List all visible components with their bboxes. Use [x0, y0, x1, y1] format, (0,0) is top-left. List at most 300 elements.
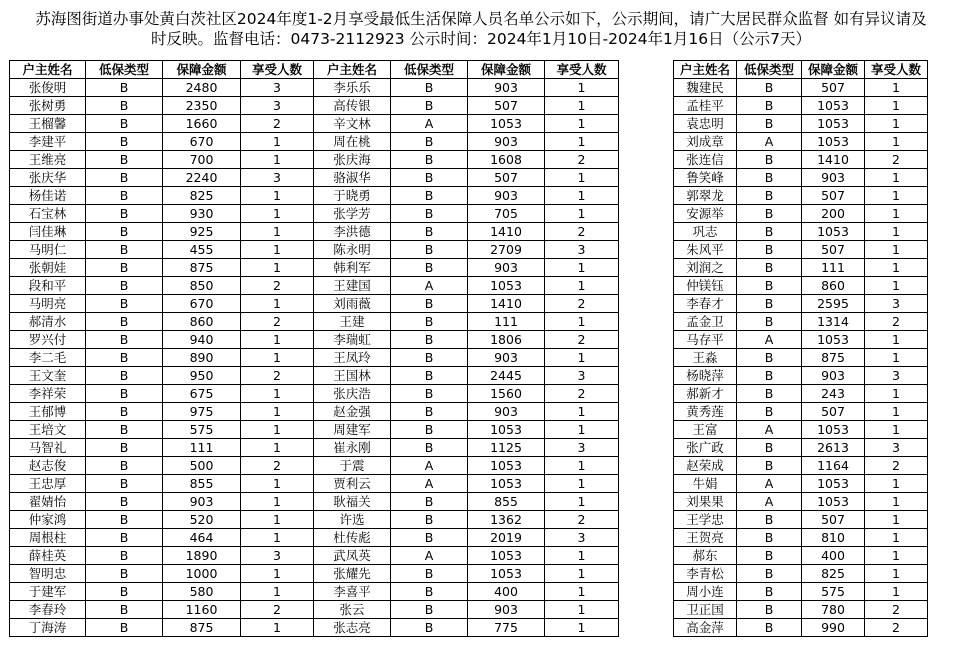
- table-cell[interactable]: 1: [545, 349, 619, 367]
- table-cell[interactable]: 455: [163, 241, 241, 259]
- table-cell[interactable]: 1560: [468, 385, 545, 403]
- table-cell[interactable]: 张广政: [674, 439, 737, 457]
- table-cell[interactable]: 贾利云: [314, 475, 391, 493]
- table-cell[interactable]: 王建国: [314, 277, 391, 295]
- table-cell[interactable]: 杜传彪: [314, 529, 391, 547]
- table-cell[interactable]: 400: [468, 583, 545, 601]
- table-cell[interactable]: 赵志俊: [10, 457, 86, 475]
- table-cell[interactable]: B: [737, 277, 802, 295]
- table-cell[interactable]: 武凤英: [314, 547, 391, 565]
- table-cell[interactable]: B: [391, 601, 468, 619]
- table-cell[interactable]: B: [86, 457, 163, 475]
- table-cell[interactable]: 1: [865, 475, 928, 493]
- table-cell[interactable]: 1: [241, 583, 314, 601]
- table-cell[interactable]: 111: [802, 259, 865, 277]
- table-cell[interactable]: 1: [241, 439, 314, 457]
- table-cell[interactable]: 王维亮: [10, 151, 86, 169]
- table-cell[interactable]: B: [86, 367, 163, 385]
- table-cell[interactable]: 王凤玲: [314, 349, 391, 367]
- table-cell[interactable]: B: [86, 151, 163, 169]
- table-cell[interactable]: 507: [468, 169, 545, 187]
- table-cell[interactable]: 860: [163, 313, 241, 331]
- table-cell[interactable]: 巩志: [674, 223, 737, 241]
- table-cell[interactable]: 石宝林: [10, 205, 86, 223]
- table-cell[interactable]: 925: [163, 223, 241, 241]
- table-cell[interactable]: 507: [802, 79, 865, 97]
- table-cell[interactable]: 1: [545, 493, 619, 511]
- table-cell[interactable]: 2: [241, 457, 314, 475]
- table-cell[interactable]: 1: [865, 511, 928, 529]
- table-cell[interactable]: 1: [865, 277, 928, 295]
- table-cell[interactable]: 3: [865, 367, 928, 385]
- table-cell[interactable]: 930: [163, 205, 241, 223]
- table-cell[interactable]: 许选: [314, 511, 391, 529]
- table-cell[interactable]: 崔永刚: [314, 439, 391, 457]
- table-cell[interactable]: 507: [802, 187, 865, 205]
- table-cell[interactable]: 于震: [314, 457, 391, 475]
- table-cell[interactable]: B: [86, 187, 163, 205]
- table-cell[interactable]: 1053: [468, 457, 545, 475]
- table-cell[interactable]: B: [391, 205, 468, 223]
- table-cell[interactable]: 111: [163, 439, 241, 457]
- table-cell[interactable]: 3: [865, 439, 928, 457]
- table-cell[interactable]: 1: [545, 457, 619, 475]
- table-cell[interactable]: 1160: [163, 601, 241, 619]
- table-cell[interactable]: 520: [163, 511, 241, 529]
- table-cell[interactable]: 950: [163, 367, 241, 385]
- table-cell[interactable]: 860: [802, 277, 865, 295]
- table-cell[interactable]: B: [737, 511, 802, 529]
- table-cell[interactable]: 翟婧怡: [10, 493, 86, 511]
- table-cell[interactable]: 2: [545, 295, 619, 313]
- table-cell[interactable]: 825: [163, 187, 241, 205]
- table-cell[interactable]: 1053: [802, 331, 865, 349]
- table-cell[interactable]: 1: [865, 241, 928, 259]
- table-cell[interactable]: 903: [468, 403, 545, 421]
- table-cell[interactable]: 马智礼: [10, 439, 86, 457]
- table-cell[interactable]: A: [737, 421, 802, 439]
- table-cell[interactable]: 2480: [163, 79, 241, 97]
- table-cell[interactable]: 1164: [802, 457, 865, 475]
- table-cell[interactable]: 马明仁: [10, 241, 86, 259]
- table-cell[interactable]: B: [391, 511, 468, 529]
- table-cell[interactable]: 高金萍: [674, 619, 737, 637]
- table-cell[interactable]: 1: [545, 79, 619, 97]
- table-cell[interactable]: 1: [241, 493, 314, 511]
- table-cell[interactable]: B: [737, 151, 802, 169]
- table-cell[interactable]: 1: [865, 205, 928, 223]
- table-cell[interactable]: 安源举: [674, 205, 737, 223]
- table-cell[interactable]: 675: [163, 385, 241, 403]
- table-cell[interactable]: B: [86, 511, 163, 529]
- table-cell[interactable]: 2445: [468, 367, 545, 385]
- table-cell[interactable]: B: [391, 97, 468, 115]
- table-cell[interactable]: 1: [241, 151, 314, 169]
- table-cell[interactable]: 1: [865, 259, 928, 277]
- table-cell[interactable]: 孟金卫: [674, 313, 737, 331]
- table-cell[interactable]: 郝东: [674, 547, 737, 565]
- table-cell[interactable]: B: [391, 259, 468, 277]
- table-cell[interactable]: 杨佳诺: [10, 187, 86, 205]
- table-cell[interactable]: 1053: [802, 115, 865, 133]
- table-cell[interactable]: 507: [468, 97, 545, 115]
- table-cell[interactable]: 580: [163, 583, 241, 601]
- table-cell[interactable]: 1: [241, 619, 314, 637]
- table-cell[interactable]: 李青松: [674, 565, 737, 583]
- table-cell[interactable]: 780: [802, 601, 865, 619]
- table-cell[interactable]: B: [737, 385, 802, 403]
- table-cell[interactable]: B: [86, 439, 163, 457]
- table-cell[interactable]: 马存平: [674, 331, 737, 349]
- table-cell[interactable]: 张俊明: [10, 79, 86, 97]
- table-cell[interactable]: 903: [802, 169, 865, 187]
- table-cell[interactable]: 郝清水: [10, 313, 86, 331]
- table-cell[interactable]: 1053: [802, 97, 865, 115]
- table-cell[interactable]: 于建军: [10, 583, 86, 601]
- table-cell[interactable]: 875: [163, 259, 241, 277]
- table-cell[interactable]: 魏建民: [674, 79, 737, 97]
- table-cell[interactable]: 903: [468, 187, 545, 205]
- table-cell[interactable]: 牛娟: [674, 475, 737, 493]
- table-cell[interactable]: 1: [545, 277, 619, 295]
- table-cell[interactable]: 骆淑华: [314, 169, 391, 187]
- table-cell[interactable]: 940: [163, 331, 241, 349]
- table-cell[interactable]: 1000: [163, 565, 241, 583]
- table-cell[interactable]: 2: [241, 277, 314, 295]
- table-cell[interactable]: B: [391, 349, 468, 367]
- table-cell[interactable]: B: [391, 187, 468, 205]
- table-cell[interactable]: 1: [241, 403, 314, 421]
- table-cell[interactable]: 507: [802, 511, 865, 529]
- table-cell[interactable]: A: [737, 133, 802, 151]
- table-cell[interactable]: B: [737, 295, 802, 313]
- table-cell[interactable]: B: [737, 97, 802, 115]
- table-cell[interactable]: 903: [468, 79, 545, 97]
- table-cell[interactable]: B: [86, 241, 163, 259]
- table-cell[interactable]: 1: [865, 385, 928, 403]
- table-cell[interactable]: B: [391, 493, 468, 511]
- table-cell[interactable]: 1: [545, 403, 619, 421]
- table-cell[interactable]: 1: [545, 421, 619, 439]
- table-cell[interactable]: B: [86, 493, 163, 511]
- table-cell[interactable]: 2: [241, 601, 314, 619]
- table-cell[interactable]: 李瑞虹: [314, 331, 391, 349]
- table-cell[interactable]: 1053: [468, 475, 545, 493]
- table-cell[interactable]: 王富: [674, 421, 737, 439]
- table-cell[interactable]: 1053: [802, 421, 865, 439]
- table-cell[interactable]: B: [391, 79, 468, 97]
- table-cell[interactable]: B: [86, 385, 163, 403]
- table-cell[interactable]: B: [737, 259, 802, 277]
- table-cell[interactable]: B: [86, 115, 163, 133]
- table-cell[interactable]: 1: [241, 529, 314, 547]
- table-cell[interactable]: 1: [545, 133, 619, 151]
- table-cell[interactable]: 1: [865, 583, 928, 601]
- table-cell[interactable]: 1: [545, 601, 619, 619]
- table-cell[interactable]: 1: [241, 349, 314, 367]
- table-cell[interactable]: 陈永明: [314, 241, 391, 259]
- table-cell[interactable]: 辛文林: [314, 115, 391, 133]
- table-cell[interactable]: B: [86, 97, 163, 115]
- table-cell[interactable]: 2: [545, 511, 619, 529]
- table-cell[interactable]: 1: [241, 421, 314, 439]
- table-cell[interactable]: B: [86, 205, 163, 223]
- table-cell[interactable]: A: [737, 475, 802, 493]
- table-cell[interactable]: 1: [241, 511, 314, 529]
- table-cell[interactable]: 张树勇: [10, 97, 86, 115]
- table-cell[interactable]: 张庆华: [10, 169, 86, 187]
- table-cell[interactable]: 111: [468, 313, 545, 331]
- table-cell[interactable]: 2709: [468, 241, 545, 259]
- table-cell[interactable]: 张连信: [674, 151, 737, 169]
- table-cell[interactable]: 王淼: [674, 349, 737, 367]
- table-cell[interactable]: 1: [865, 529, 928, 547]
- table-cell[interactable]: B: [737, 349, 802, 367]
- table-cell[interactable]: 990: [802, 619, 865, 637]
- table-cell[interactable]: 3: [545, 367, 619, 385]
- table-cell[interactable]: B: [86, 331, 163, 349]
- table-cell[interactable]: B: [86, 313, 163, 331]
- table-cell[interactable]: 罗兴付: [10, 331, 86, 349]
- table-cell[interactable]: 马明亮: [10, 295, 86, 313]
- table-cell[interactable]: 赵金强: [314, 403, 391, 421]
- table-cell[interactable]: 1: [545, 187, 619, 205]
- table-cell[interactable]: 周小连: [674, 583, 737, 601]
- table-cell[interactable]: 郭翠龙: [674, 187, 737, 205]
- table-cell[interactable]: 李乐乐: [314, 79, 391, 97]
- table-cell[interactable]: B: [737, 403, 802, 421]
- table-cell[interactable]: 耿福关: [314, 493, 391, 511]
- table-cell[interactable]: 张志亮: [314, 619, 391, 637]
- table-cell[interactable]: 1: [545, 205, 619, 223]
- table-cell[interactable]: 2019: [468, 529, 545, 547]
- table-cell[interactable]: 王学忠: [674, 511, 737, 529]
- table-cell[interactable]: A: [391, 115, 468, 133]
- table-cell[interactable]: B: [391, 529, 468, 547]
- table-cell[interactable]: 400: [802, 547, 865, 565]
- table-cell[interactable]: 3: [241, 547, 314, 565]
- table-cell[interactable]: 243: [802, 385, 865, 403]
- table-cell[interactable]: 3: [545, 241, 619, 259]
- table-cell[interactable]: B: [737, 241, 802, 259]
- table-cell[interactable]: 2: [241, 367, 314, 385]
- table-cell[interactable]: 王榴馨: [10, 115, 86, 133]
- table-cell[interactable]: 1053: [802, 493, 865, 511]
- table-cell[interactable]: 825: [802, 565, 865, 583]
- table-cell[interactable]: 李春才: [674, 295, 737, 313]
- table-cell[interactable]: 1: [865, 493, 928, 511]
- table-cell[interactable]: 1: [241, 295, 314, 313]
- table-cell[interactable]: 朱风平: [674, 241, 737, 259]
- table-cell[interactable]: A: [391, 277, 468, 295]
- table-cell[interactable]: 1314: [802, 313, 865, 331]
- table-cell[interactable]: B: [737, 205, 802, 223]
- table-cell[interactable]: 700: [163, 151, 241, 169]
- table-cell[interactable]: B: [391, 403, 468, 421]
- table-cell[interactable]: 赵荣成: [674, 457, 737, 475]
- table-cell[interactable]: 855: [468, 493, 545, 511]
- table-cell[interactable]: 1: [545, 565, 619, 583]
- table-cell[interactable]: B: [737, 367, 802, 385]
- table-cell[interactable]: 刘果果: [674, 493, 737, 511]
- table-cell[interactable]: 王忠厚: [10, 475, 86, 493]
- table-cell[interactable]: 1410: [468, 223, 545, 241]
- table-cell[interactable]: 1608: [468, 151, 545, 169]
- table-cell[interactable]: B: [86, 169, 163, 187]
- table-cell[interactable]: 903: [163, 493, 241, 511]
- table-cell[interactable]: 1: [865, 349, 928, 367]
- table-cell[interactable]: 670: [163, 133, 241, 151]
- table-cell[interactable]: 李喜平: [314, 583, 391, 601]
- table-cell[interactable]: 3: [241, 79, 314, 97]
- table-cell[interactable]: B: [737, 457, 802, 475]
- table-cell[interactable]: B: [86, 565, 163, 583]
- table-cell[interactable]: 1: [545, 583, 619, 601]
- table-cell[interactable]: 薛桂英: [10, 547, 86, 565]
- table-cell[interactable]: 507: [802, 241, 865, 259]
- table-cell[interactable]: 2: [545, 331, 619, 349]
- table-cell[interactable]: 2595: [802, 295, 865, 313]
- table-cell[interactable]: B: [86, 223, 163, 241]
- table-cell[interactable]: 张耀先: [314, 565, 391, 583]
- table-cell[interactable]: 855: [163, 475, 241, 493]
- table-cell[interactable]: B: [737, 313, 802, 331]
- table-cell[interactable]: 1: [865, 115, 928, 133]
- table-cell[interactable]: 507: [802, 403, 865, 421]
- table-cell[interactable]: B: [86, 583, 163, 601]
- table-cell[interactable]: 1: [865, 187, 928, 205]
- table-cell[interactable]: 仲家鸿: [10, 511, 86, 529]
- table-cell[interactable]: B: [391, 367, 468, 385]
- table-cell[interactable]: 王贺亮: [674, 529, 737, 547]
- table-cell[interactable]: B: [86, 529, 163, 547]
- table-cell[interactable]: 1: [241, 187, 314, 205]
- table-cell[interactable]: 670: [163, 295, 241, 313]
- table-cell[interactable]: 周根柱: [10, 529, 86, 547]
- table-cell[interactable]: 875: [802, 349, 865, 367]
- table-cell[interactable]: 段和平: [10, 277, 86, 295]
- table-cell[interactable]: B: [391, 295, 468, 313]
- table-cell[interactable]: B: [391, 439, 468, 457]
- table-cell[interactable]: 2: [545, 151, 619, 169]
- table-cell[interactable]: 高传银: [314, 97, 391, 115]
- table-cell[interactable]: 1: [545, 169, 619, 187]
- table-cell[interactable]: 张庆浩: [314, 385, 391, 403]
- table-cell[interactable]: 903: [468, 133, 545, 151]
- table-cell[interactable]: 500: [163, 457, 241, 475]
- table-cell[interactable]: 于晓勇: [314, 187, 391, 205]
- table-cell[interactable]: 1: [545, 313, 619, 331]
- table-cell[interactable]: 1: [545, 97, 619, 115]
- table-cell[interactable]: B: [391, 583, 468, 601]
- table-cell[interactable]: 1: [241, 241, 314, 259]
- table-cell[interactable]: 1053: [468, 547, 545, 565]
- table-cell[interactable]: 2350: [163, 97, 241, 115]
- table-cell[interactable]: B: [86, 133, 163, 151]
- table-cell[interactable]: B: [391, 619, 468, 637]
- table-cell[interactable]: B: [737, 529, 802, 547]
- table-cell[interactable]: B: [391, 421, 468, 439]
- table-cell[interactable]: 张学芳: [314, 205, 391, 223]
- table-cell[interactable]: 1660: [163, 115, 241, 133]
- table-cell[interactable]: 1: [545, 547, 619, 565]
- table-cell[interactable]: B: [737, 583, 802, 601]
- table-cell[interactable]: 1125: [468, 439, 545, 457]
- table-cell[interactable]: 王文奎: [10, 367, 86, 385]
- table-cell[interactable]: 智明忠: [10, 565, 86, 583]
- table-cell[interactable]: 2: [545, 385, 619, 403]
- table-cell[interactable]: 1: [865, 133, 928, 151]
- table-cell[interactable]: 3: [545, 439, 619, 457]
- table-cell[interactable]: 775: [468, 619, 545, 637]
- table-cell[interactable]: 1: [865, 79, 928, 97]
- table-cell[interactable]: 1053: [802, 223, 865, 241]
- table-cell[interactable]: 刘雨薇: [314, 295, 391, 313]
- table-cell[interactable]: 1: [241, 223, 314, 241]
- table-cell[interactable]: 200: [802, 205, 865, 223]
- table-cell[interactable]: 卫正国: [674, 601, 737, 619]
- table-cell[interactable]: 王郁博: [10, 403, 86, 421]
- table-cell[interactable]: 975: [163, 403, 241, 421]
- table-cell[interactable]: B: [391, 241, 468, 259]
- table-cell[interactable]: 1053: [468, 565, 545, 583]
- table-cell[interactable]: B: [737, 601, 802, 619]
- table-cell[interactable]: B: [86, 259, 163, 277]
- table-cell[interactable]: B: [391, 133, 468, 151]
- table-cell[interactable]: B: [737, 547, 802, 565]
- table-cell[interactable]: 1806: [468, 331, 545, 349]
- table-cell[interactable]: B: [737, 79, 802, 97]
- table-cell[interactable]: 1: [545, 475, 619, 493]
- table-cell[interactable]: 李建平: [10, 133, 86, 151]
- table-cell[interactable]: B: [391, 331, 468, 349]
- table-cell[interactable]: A: [391, 475, 468, 493]
- table-cell[interactable]: 903: [468, 349, 545, 367]
- table-cell[interactable]: B: [737, 187, 802, 205]
- table-cell[interactable]: 1053: [802, 475, 865, 493]
- table-cell[interactable]: A: [737, 493, 802, 511]
- table-cell[interactable]: B: [391, 385, 468, 403]
- table-cell[interactable]: B: [86, 277, 163, 295]
- table-cell[interactable]: 903: [468, 601, 545, 619]
- table-cell[interactable]: 1: [865, 97, 928, 115]
- table-cell[interactable]: B: [737, 115, 802, 133]
- table-cell[interactable]: B: [737, 223, 802, 241]
- table-cell[interactable]: 黄秀莲: [674, 403, 737, 421]
- table-cell[interactable]: B: [86, 295, 163, 313]
- table-cell[interactable]: 890: [163, 349, 241, 367]
- table-cell[interactable]: B: [391, 313, 468, 331]
- table-cell[interactable]: 鲁笑峰: [674, 169, 737, 187]
- table-cell[interactable]: 2613: [802, 439, 865, 457]
- table-cell[interactable]: 1: [865, 223, 928, 241]
- table-cell[interactable]: 3: [241, 169, 314, 187]
- table-cell[interactable]: 1: [865, 403, 928, 421]
- table-cell[interactable]: A: [391, 457, 468, 475]
- table-cell[interactable]: 张庆海: [314, 151, 391, 169]
- table-cell[interactable]: 李二毛: [10, 349, 86, 367]
- table-cell[interactable]: 1053: [468, 115, 545, 133]
- table-cell[interactable]: B: [737, 565, 802, 583]
- table-cell[interactable]: 1: [865, 547, 928, 565]
- table-cell[interactable]: B: [86, 79, 163, 97]
- table-cell[interactable]: 郝新才: [674, 385, 737, 403]
- table-cell[interactable]: 1: [241, 475, 314, 493]
- table-cell[interactable]: 1053: [468, 277, 545, 295]
- table-cell[interactable]: 1410: [802, 151, 865, 169]
- table-cell[interactable]: 2: [545, 223, 619, 241]
- table-cell[interactable]: 李祥荣: [10, 385, 86, 403]
